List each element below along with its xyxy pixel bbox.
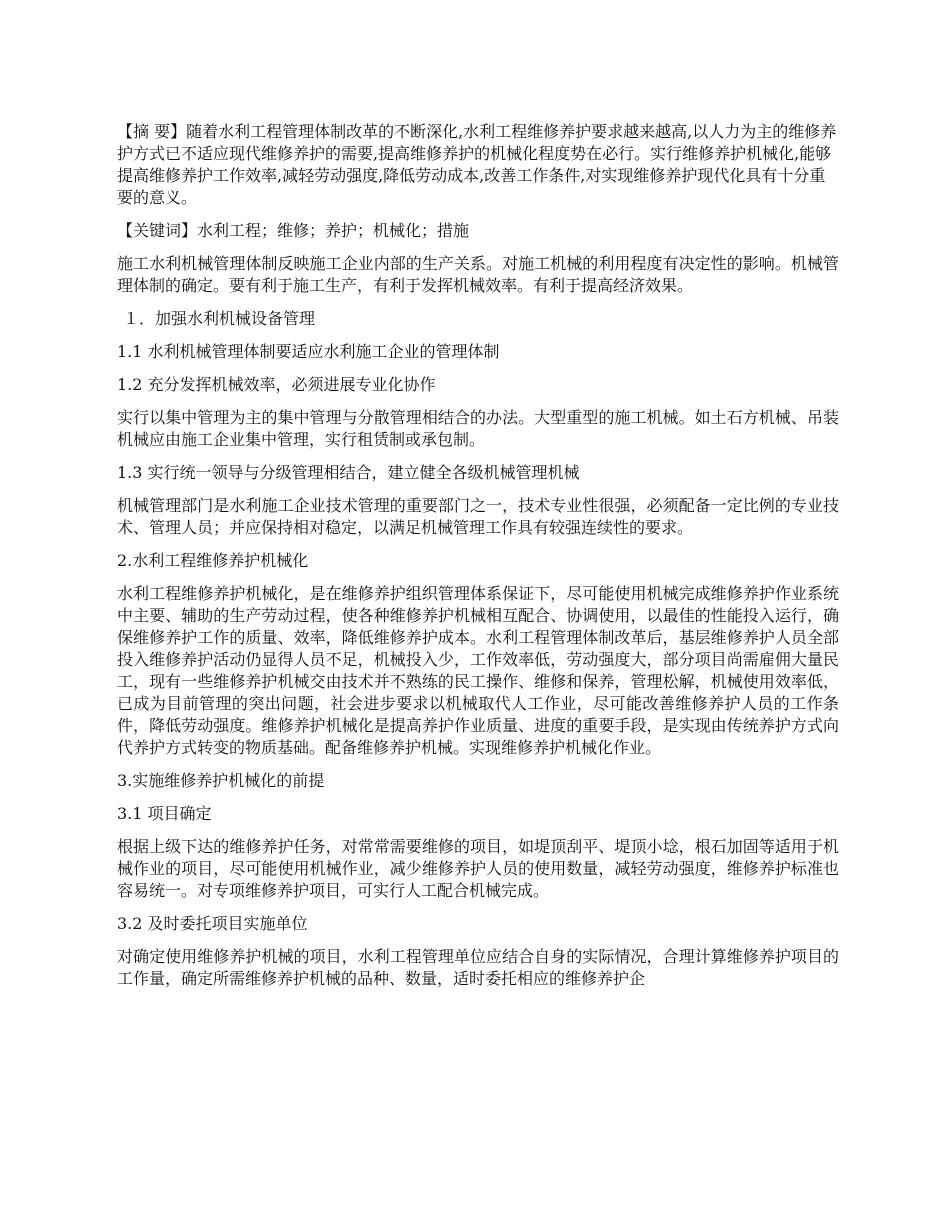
section-3-1-paragraph: 根据上级下达的维修养护任务，对常常需要维修的项目，如堤顶刮平、堤顶小埝，根石加固等适用于机械作业的项目，尽可能使用机械作业，减少维修养护人员的使用数量，减轻劳动强度，维修养护标准也容易统一。对专项维修养护项目，可实行人工配合机械完成。 xyxy=(117,837,839,900)
section-1-heading: １．加强水利机械设备管理 xyxy=(123,309,316,328)
section-1-1-heading: 1.1 水利机械管理体制要适应水利施工企业的管理体制 xyxy=(117,342,500,361)
section-3-1-heading: 3.1 项目确定 xyxy=(117,804,212,823)
document-page xyxy=(117,121,839,1001)
section-2-paragraph: 水利工程维修养护机械化，是在维修养护组织管理体系保证下，尽可能使用机械完成维修养护作业系统中主要、辅助的生产劳动过程，使各种维修养护机械相互配合、协调使用，以最佳的性能投入运行，确保维修养护工作的质量、效率，降低维修养护成本。水利工程管理体制改革后，基层维修养护人员全部投入维修养护活动仍显得人员不足，机械投入少，工作效率低，劳动强度大，部分项目尚需雇佣大量民工，现有一些维修养护机械交由技术并不熟练的民工操作、维修和保养，管理松解，机械使用效率低，已成为目前管理的突出问题，社会进步要求以机械取代人工作业，尽可能改善维修养护人员的工作条件，降低劳动强度。维修养护机械化是提高养护作业质量、进度的重要手段，是实现由传统养护方式向代养护方式转变的物质基础。配备维修养护机械。实现维修养护机械化作业。 xyxy=(117,584,839,757)
section-3-2-heading: 3.2 及时委托项目实施单位 xyxy=(117,914,308,933)
keywords-paragraph: 【关键词】水利工程；维修；养护；机械化；措施 xyxy=(117,221,470,240)
section-3-heading: 3.实施维修养护机械化的前提 xyxy=(117,771,325,790)
intro-paragraph: 施工水利机械管理体制反映施工企业内部的生产关系。对施工机械的利用程度有决定性的影响。机械管理体制的确定。要有利于施工生产，有利于发挥机械效率。有利于提高经济效果。 xyxy=(117,254,839,295)
section-2-heading: 2.水利工程维修养护机械化 xyxy=(117,551,309,570)
section-3-2-paragraph: 对确定使用维修养护机械的项目，水利工程管理单位应结合自身的实际情况，合理计算维修养护项目的工作量，确定所需维修养护机械的品种、数量，适时委托相应的维修养护企 xyxy=(117,947,839,988)
abstract-paragraph: 【摘 要】随着水利工程管理体制改革的不断深化,水利工程维修养护要求越来越高,以人力为主的维修养护方式已不适应现代维修养护的需要,提高维修养护的机械化程度势在必行。实行维修养护机械化,能够提高维修养护工作效率,减轻劳动强度,降低劳动成本,改善工作条件,对实现维修养护现代化具有十分重要的意义。 xyxy=(117,122,837,207)
section-1-2-heading: 1.2 充分发挥机械效率，必须进展专业化协作 xyxy=(117,375,436,394)
section-1-3-heading: 1.3 实行统一领导与分级管理相结合，建立健全各级机械管理机械 xyxy=(117,463,580,482)
section-1-3-paragraph: 机械管理部门是水利施工企业技术管理的重要部门之一，技术专业性很强，必须配备一定比例的专业技术、管理人员；并应保持相对稳定，以满足机械管理工作具有较强连续性的要求。 xyxy=(117,496,839,537)
section-1-2-paragraph: 实行以集中管理为主的集中管理与分散管理相结合的办法。大型重型的施工机械。如土石方机械、吊装机械应由施工企业集中管理，实行租赁制或承包制。 xyxy=(117,408,839,449)
